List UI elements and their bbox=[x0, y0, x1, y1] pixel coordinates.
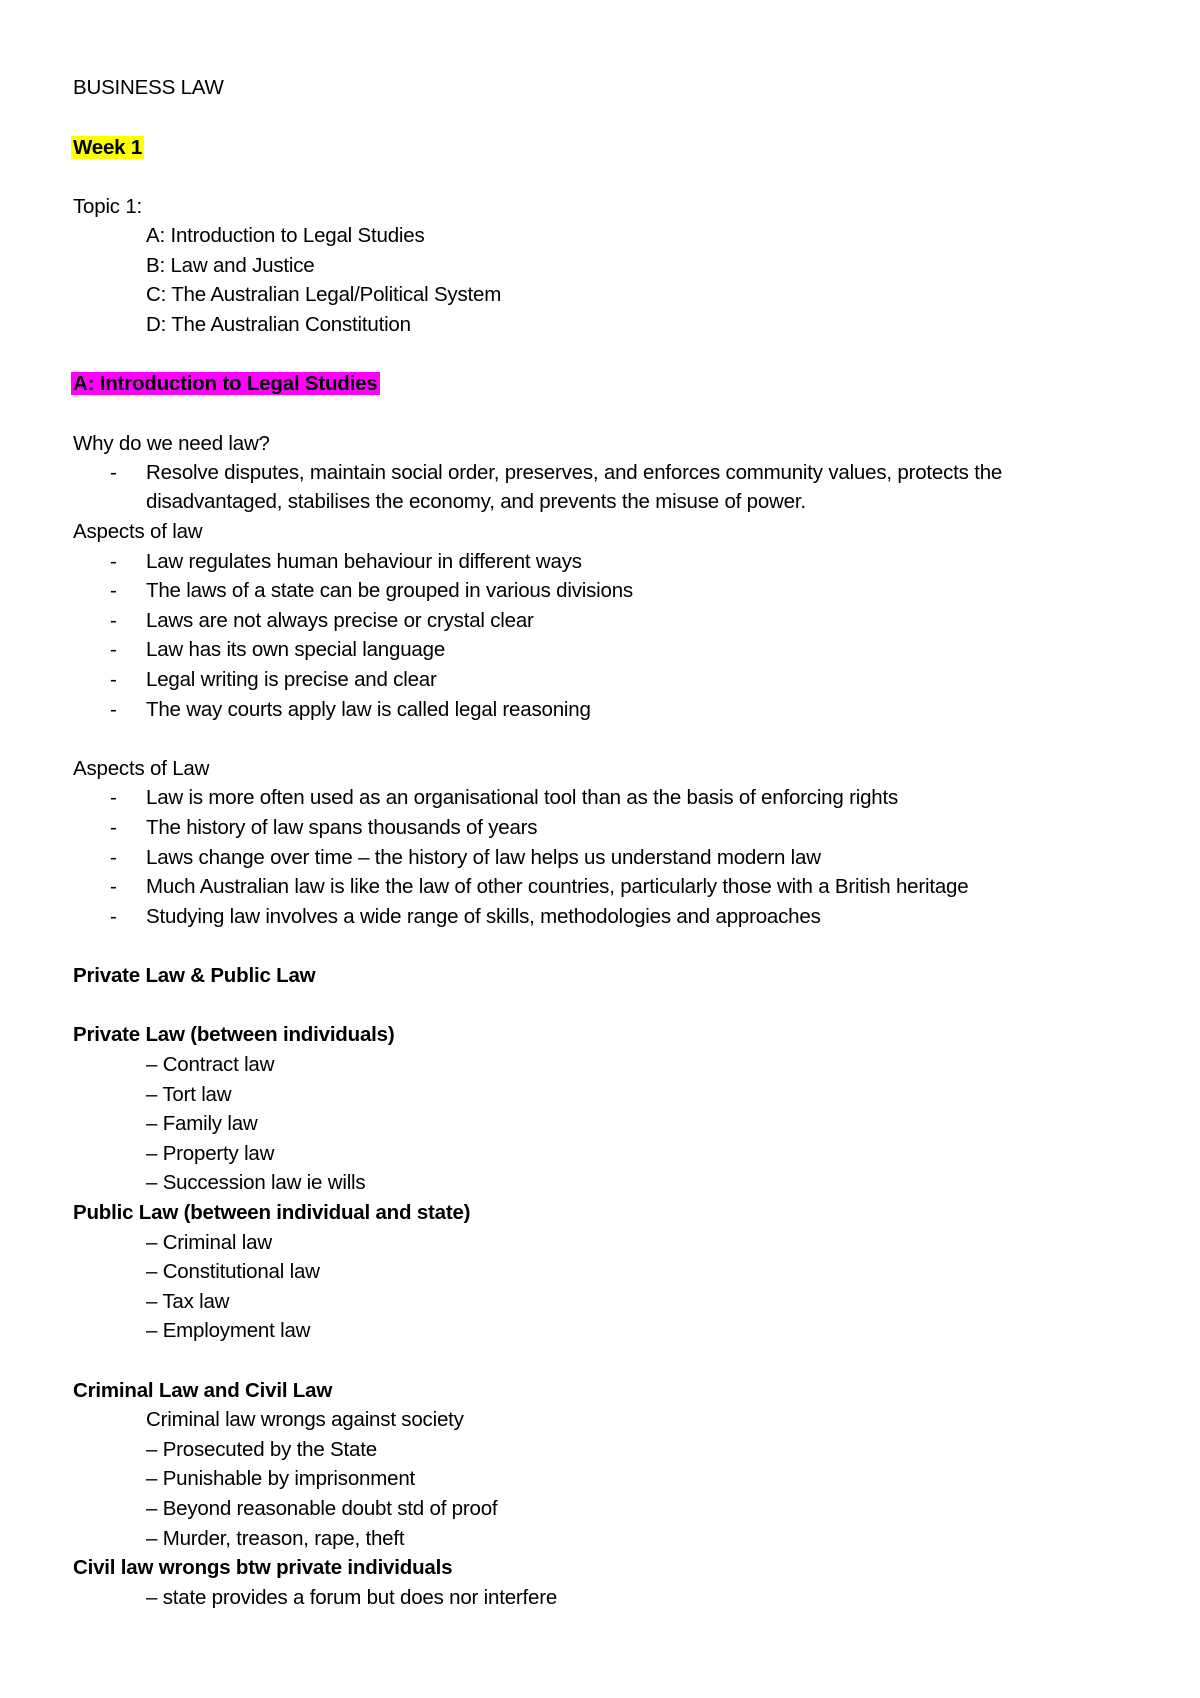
list-item: – Property law bbox=[146, 1142, 275, 1165]
list-item: The laws of a state can be grouped in various divisions bbox=[146, 579, 633, 602]
list-item: – Prosecuted by the State bbox=[146, 1438, 377, 1461]
list-item: The way courts apply law is called legal reasoning bbox=[146, 698, 591, 721]
list-item: – state provides a forum but does nor interfere bbox=[146, 1586, 558, 1609]
topic-item: B: Law and Justice bbox=[146, 254, 315, 277]
list-item: – Punishable by imprisonment bbox=[146, 1467, 416, 1490]
list-item: Laws change over time – the history of law helps us understand modern law bbox=[146, 846, 821, 869]
list-item: – Murder, treason, rape, theft bbox=[146, 1527, 405, 1550]
aspects-heading: Aspects of law bbox=[73, 520, 203, 543]
list-item: Law regulates human behaviour in different ways bbox=[146, 550, 582, 573]
list-item: – Contract law bbox=[146, 1053, 275, 1076]
private-law-heading: Private Law (between individuals) bbox=[73, 1023, 395, 1046]
list-item: Much Australian law is like the law of other countries, particularly those with a British heritage bbox=[146, 875, 969, 898]
list-item: Laws are not always precise or crystal clear bbox=[146, 609, 534, 632]
list-item: – Tax law bbox=[146, 1290, 230, 1313]
list-item: Criminal law wrongs against society bbox=[146, 1408, 464, 1431]
week-label: Week 1 bbox=[73, 136, 143, 159]
list-item: The history of law spans thousands of years bbox=[146, 816, 538, 839]
topic-item: A: Introduction to Legal Studies bbox=[146, 224, 425, 247]
topic-item: D: The Australian Constitution bbox=[146, 313, 411, 336]
bullet-dash: - bbox=[110, 816, 117, 839]
topic-label: Topic 1: bbox=[73, 195, 143, 218]
list-item: – Family law bbox=[146, 1112, 258, 1135]
list-item: Law has its own special language bbox=[146, 638, 446, 661]
bullet-dash: - bbox=[110, 875, 117, 898]
list-item: – Tort law bbox=[146, 1083, 232, 1106]
bullet-dash: - bbox=[110, 609, 117, 632]
list-item: – Employment law bbox=[146, 1319, 311, 1342]
list-item: – Criminal law bbox=[146, 1231, 272, 1254]
why-question: Why do we need law? bbox=[73, 432, 270, 455]
bullet-dash: - bbox=[110, 550, 117, 573]
section-a-heading bbox=[73, 370, 380, 398]
week-heading bbox=[73, 134, 144, 162]
bullet-dash: - bbox=[110, 579, 117, 602]
list-item: Studying law involves a wide range of skills, methodologies and approaches bbox=[146, 905, 821, 928]
list-item: Law is more often used as an organisational tool than as the basis of enforcing rights bbox=[146, 786, 899, 809]
aspects-heading: Aspects of Law bbox=[73, 757, 210, 780]
document-title: BUSINESS LAW bbox=[73, 76, 224, 99]
list-item: – Beyond reasonable doubt std of proof bbox=[146, 1497, 498, 1520]
why-answer-line: disadvantaged, stabilises the economy, and prevents the misuse of power. bbox=[146, 490, 806, 513]
bullet-dash: - bbox=[110, 638, 117, 661]
why-answer-line: Resolve disputes, maintain social order, preserves, and enforces community values, protects the bbox=[146, 461, 1003, 484]
civil-law-heading: Civil law wrongs btw private individuals bbox=[73, 1556, 453, 1579]
list-item: Legal writing is precise and clear bbox=[146, 668, 437, 691]
private-public-heading: Private Law & Public Law bbox=[73, 964, 316, 987]
bullet-dash: - bbox=[110, 905, 117, 928]
topic-item: C: The Australian Legal/Political System bbox=[146, 283, 502, 306]
bullet-dash: - bbox=[110, 668, 117, 691]
list-item: – Succession law ie wills bbox=[146, 1171, 366, 1194]
bullet-dash: - bbox=[110, 846, 117, 869]
bullet-dash: - bbox=[110, 786, 117, 809]
list-item: – Constitutional law bbox=[146, 1260, 320, 1283]
public-law-heading: Public Law (between individual and state) bbox=[73, 1201, 471, 1224]
bullet-dash: - bbox=[110, 698, 117, 721]
bullet-dash: - bbox=[110, 461, 117, 484]
section-a-heading-text: A: Introduction to Legal Studies bbox=[73, 372, 378, 395]
criminal-civil-heading: Criminal Law and Civil Law bbox=[73, 1379, 333, 1402]
